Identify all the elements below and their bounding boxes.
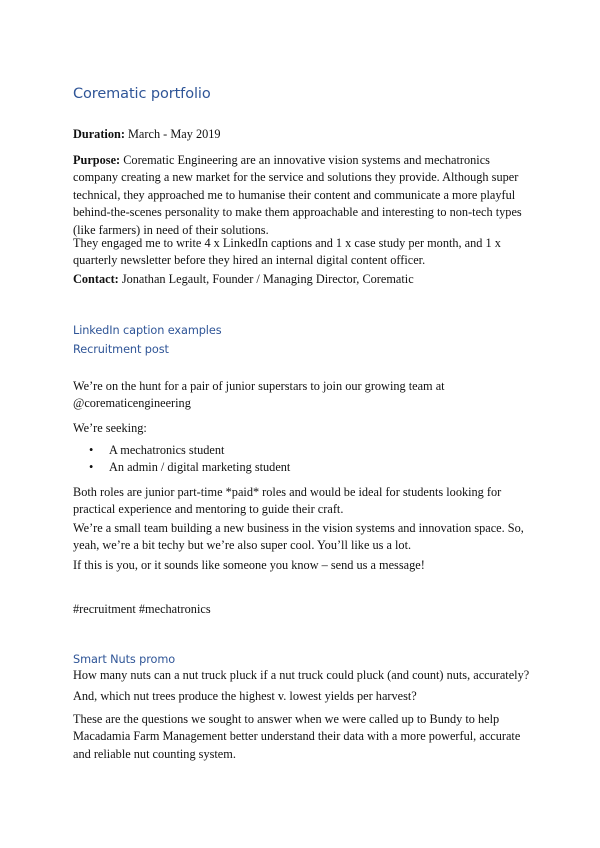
team-line-2: yeah, we’re a bit techy but we’re also super cool. You’ll like us a lot. (73, 538, 412, 553)
list-item-text: A mechatronics student (109, 443, 225, 457)
document-title: Corematic portfolio (73, 86, 211, 102)
smart-nuts-paragraph (73, 711, 528, 763)
contact-label: Contact: (73, 272, 119, 286)
cta-line: If this is you, or it sounds like someone you know – send us a message! (73, 558, 425, 572)
engagement-paragraph (73, 235, 528, 270)
smart-nuts-para-line-3: and reliable nut counting system. (73, 746, 236, 761)
duration-value: March - May 2019 (124, 127, 221, 141)
duration-line (73, 126, 528, 143)
roles-paragraph (73, 484, 528, 519)
purpose-label: Purpose: (73, 153, 121, 167)
purpose-line-3: technical, they approached me to humanise their content and communicate a more playful (73, 187, 516, 202)
linkedin-heading: LinkedIn caption examples (73, 324, 222, 337)
bullet-icon: • (89, 460, 94, 475)
smart-nuts-heading: Smart Nuts promo (73, 653, 176, 666)
engagement-line-1: They engaged me to write 4 x LinkedIn captions and 1 x case study per month, and 1 x (73, 236, 501, 250)
smart-nuts-para-line-1: These are the questions we sought to answer when we were called up to Bundy to help (73, 712, 500, 726)
duration-label: Duration: (73, 127, 125, 141)
recruitment-intro-line-2: @corematicengineering (73, 396, 191, 411)
smart-nuts-line-1: How many nuts can a nut truck pluck if a nut truck could pluck (and count) nuts, accurately? (73, 668, 530, 682)
hashtags-line: #recruitment #mechatronics (73, 602, 211, 616)
list-item-text: An admin / digital marketing student (109, 460, 291, 475)
smart-nuts-line-2: And, which nut trees produce the highest v. lowest yields per harvest? (73, 689, 417, 703)
contact-line (73, 271, 528, 288)
recruitment-intro (73, 378, 528, 413)
recruitment-subheading: Recruitment post (73, 343, 169, 356)
bullet-icon: • (89, 443, 94, 457)
smart-nuts-para-line-2: Macadamia Farm Management better understand their data with a more powerful, accurate (73, 729, 521, 744)
list-item (73, 459, 290, 476)
team-paragraph (73, 520, 528, 555)
engagement-line-2: quarterly newsletter before they hired an internal digital content officer. (73, 253, 426, 268)
list-item (73, 442, 290, 459)
seeking-list (73, 442, 290, 477)
roles-line-1: Both roles are junior part-time *paid* roles and would be ideal for students looking for (73, 485, 502, 499)
recruitment-intro-line-1: We’re on the hunt for a pair of junior superstars to join our growing team at (73, 379, 445, 393)
purpose-line-2: company creating a new market for the service and solutions they provide. Although super (73, 170, 519, 185)
purpose-line-4: behind-the-scenes personality to make them approachable and interesting to non-tech types (73, 205, 522, 220)
purpose-line-1: Corematic Engineering are an innovative vision systems and mechatronics (120, 153, 490, 167)
team-line-1: We’re a small team building a new business in the vision systems and innovation space. So, (73, 521, 524, 535)
seeking-label: We’re seeking: (73, 421, 147, 435)
purpose-paragraph (73, 152, 528, 239)
roles-line-2: practical experience and mentoring to guide their craft. (73, 502, 344, 517)
purpose-line-5: (like farmers) in need of their solutions. (73, 222, 269, 237)
contact-value: Jonathan Legault, Founder / Managing Director, Corematic (118, 272, 414, 286)
